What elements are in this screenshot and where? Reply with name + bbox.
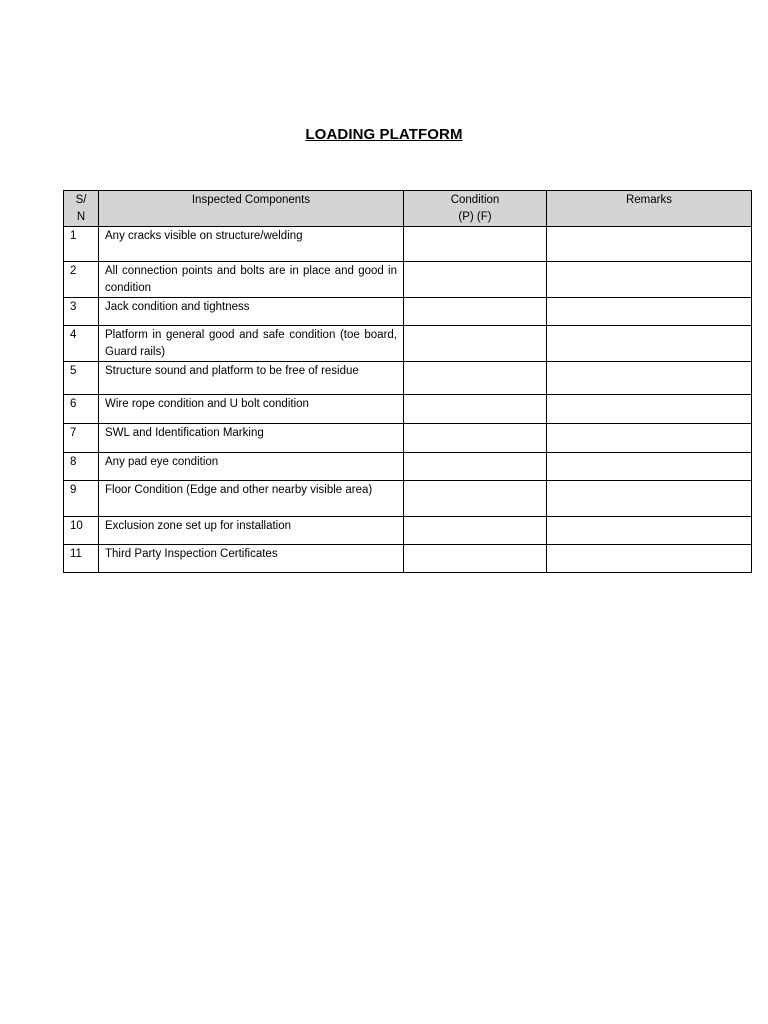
row-component: Any pad eye condition: [99, 453, 404, 481]
header-sn-line2: N: [76, 211, 86, 223]
row-sn: 3: [64, 298, 99, 326]
table-row: [64, 227, 752, 262]
row-remarks-cell[interactable]: [547, 517, 752, 545]
row-condition-cell[interactable]: [404, 227, 547, 262]
header-condition-line2: (P) (F): [458, 211, 492, 223]
row-sn: 10: [64, 517, 99, 545]
row-component: Structure sound and platform to be free of residue: [99, 362, 404, 395]
table-row: [64, 362, 752, 395]
row-component: Floor Condition (Edge and other nearby visible area): [99, 481, 404, 517]
row-condition-cell[interactable]: [404, 326, 547, 362]
table-row: [64, 545, 752, 573]
row-sn: 4: [64, 326, 99, 362]
row-component: Any cracks visible on structure/welding: [99, 227, 404, 262]
row-remarks-cell[interactable]: [547, 362, 752, 395]
table-row: [64, 395, 752, 424]
row-sn: 11: [64, 545, 99, 573]
row-condition-cell[interactable]: [404, 481, 547, 517]
table-row: [64, 424, 752, 453]
row-sn: 8: [64, 453, 99, 481]
row-sn: 2: [64, 262, 99, 298]
header-condition-line1: Condition: [450, 194, 500, 206]
row-sn: 6: [64, 395, 99, 424]
inspection-table: [63, 190, 752, 573]
header-remarks: Remarks: [547, 191, 752, 227]
row-remarks-cell[interactable]: [547, 424, 752, 453]
row-condition-cell[interactable]: [404, 517, 547, 545]
row-component: Platform in general good and safe condition (toe board, Guard rails): [99, 326, 404, 362]
row-condition-cell[interactable]: [404, 424, 547, 453]
table-row: [64, 298, 752, 326]
row-condition-cell[interactable]: [404, 362, 547, 395]
row-remarks-cell[interactable]: [547, 453, 752, 481]
header-component: Inspected Components: [99, 191, 404, 227]
row-sn: 5: [64, 362, 99, 395]
row-component: Jack condition and tightness: [99, 298, 404, 326]
header-condition: [404, 191, 547, 227]
row-condition-cell[interactable]: [404, 453, 547, 481]
row-component: Third Party Inspection Certificates: [99, 545, 404, 573]
row-condition-cell[interactable]: [404, 395, 547, 424]
table-row: [64, 326, 752, 362]
row-remarks-cell[interactable]: [547, 326, 752, 362]
table-row: [64, 453, 752, 481]
row-condition-cell[interactable]: [404, 262, 547, 298]
row-remarks-cell[interactable]: [547, 227, 752, 262]
row-remarks-cell[interactable]: [547, 395, 752, 424]
page-title: LOADING PLATFORM: [305, 126, 463, 143]
row-remarks-cell[interactable]: [547, 298, 752, 326]
row-sn: 7: [64, 424, 99, 453]
table-row: [64, 517, 752, 545]
row-condition-cell[interactable]: [404, 298, 547, 326]
table-row: [64, 262, 752, 298]
header-sn: [64, 191, 99, 227]
row-remarks-cell[interactable]: [547, 545, 752, 573]
row-component: Wire rope condition and U bolt condition: [99, 395, 404, 424]
row-component: All connection points and bolts are in place and good in condition: [99, 262, 404, 298]
row-condition-cell[interactable]: [404, 545, 547, 573]
row-remarks-cell[interactable]: [547, 481, 752, 517]
row-component: Exclusion zone set up for installation: [99, 517, 404, 545]
table-header-row: [64, 191, 752, 227]
table-row: [64, 481, 752, 517]
header-sn-line1: S/: [75, 194, 87, 206]
row-remarks-cell[interactable]: [547, 262, 752, 298]
row-sn: 9: [64, 481, 99, 517]
row-component: SWL and Identification Marking: [99, 424, 404, 453]
row-sn: 1: [64, 227, 99, 262]
